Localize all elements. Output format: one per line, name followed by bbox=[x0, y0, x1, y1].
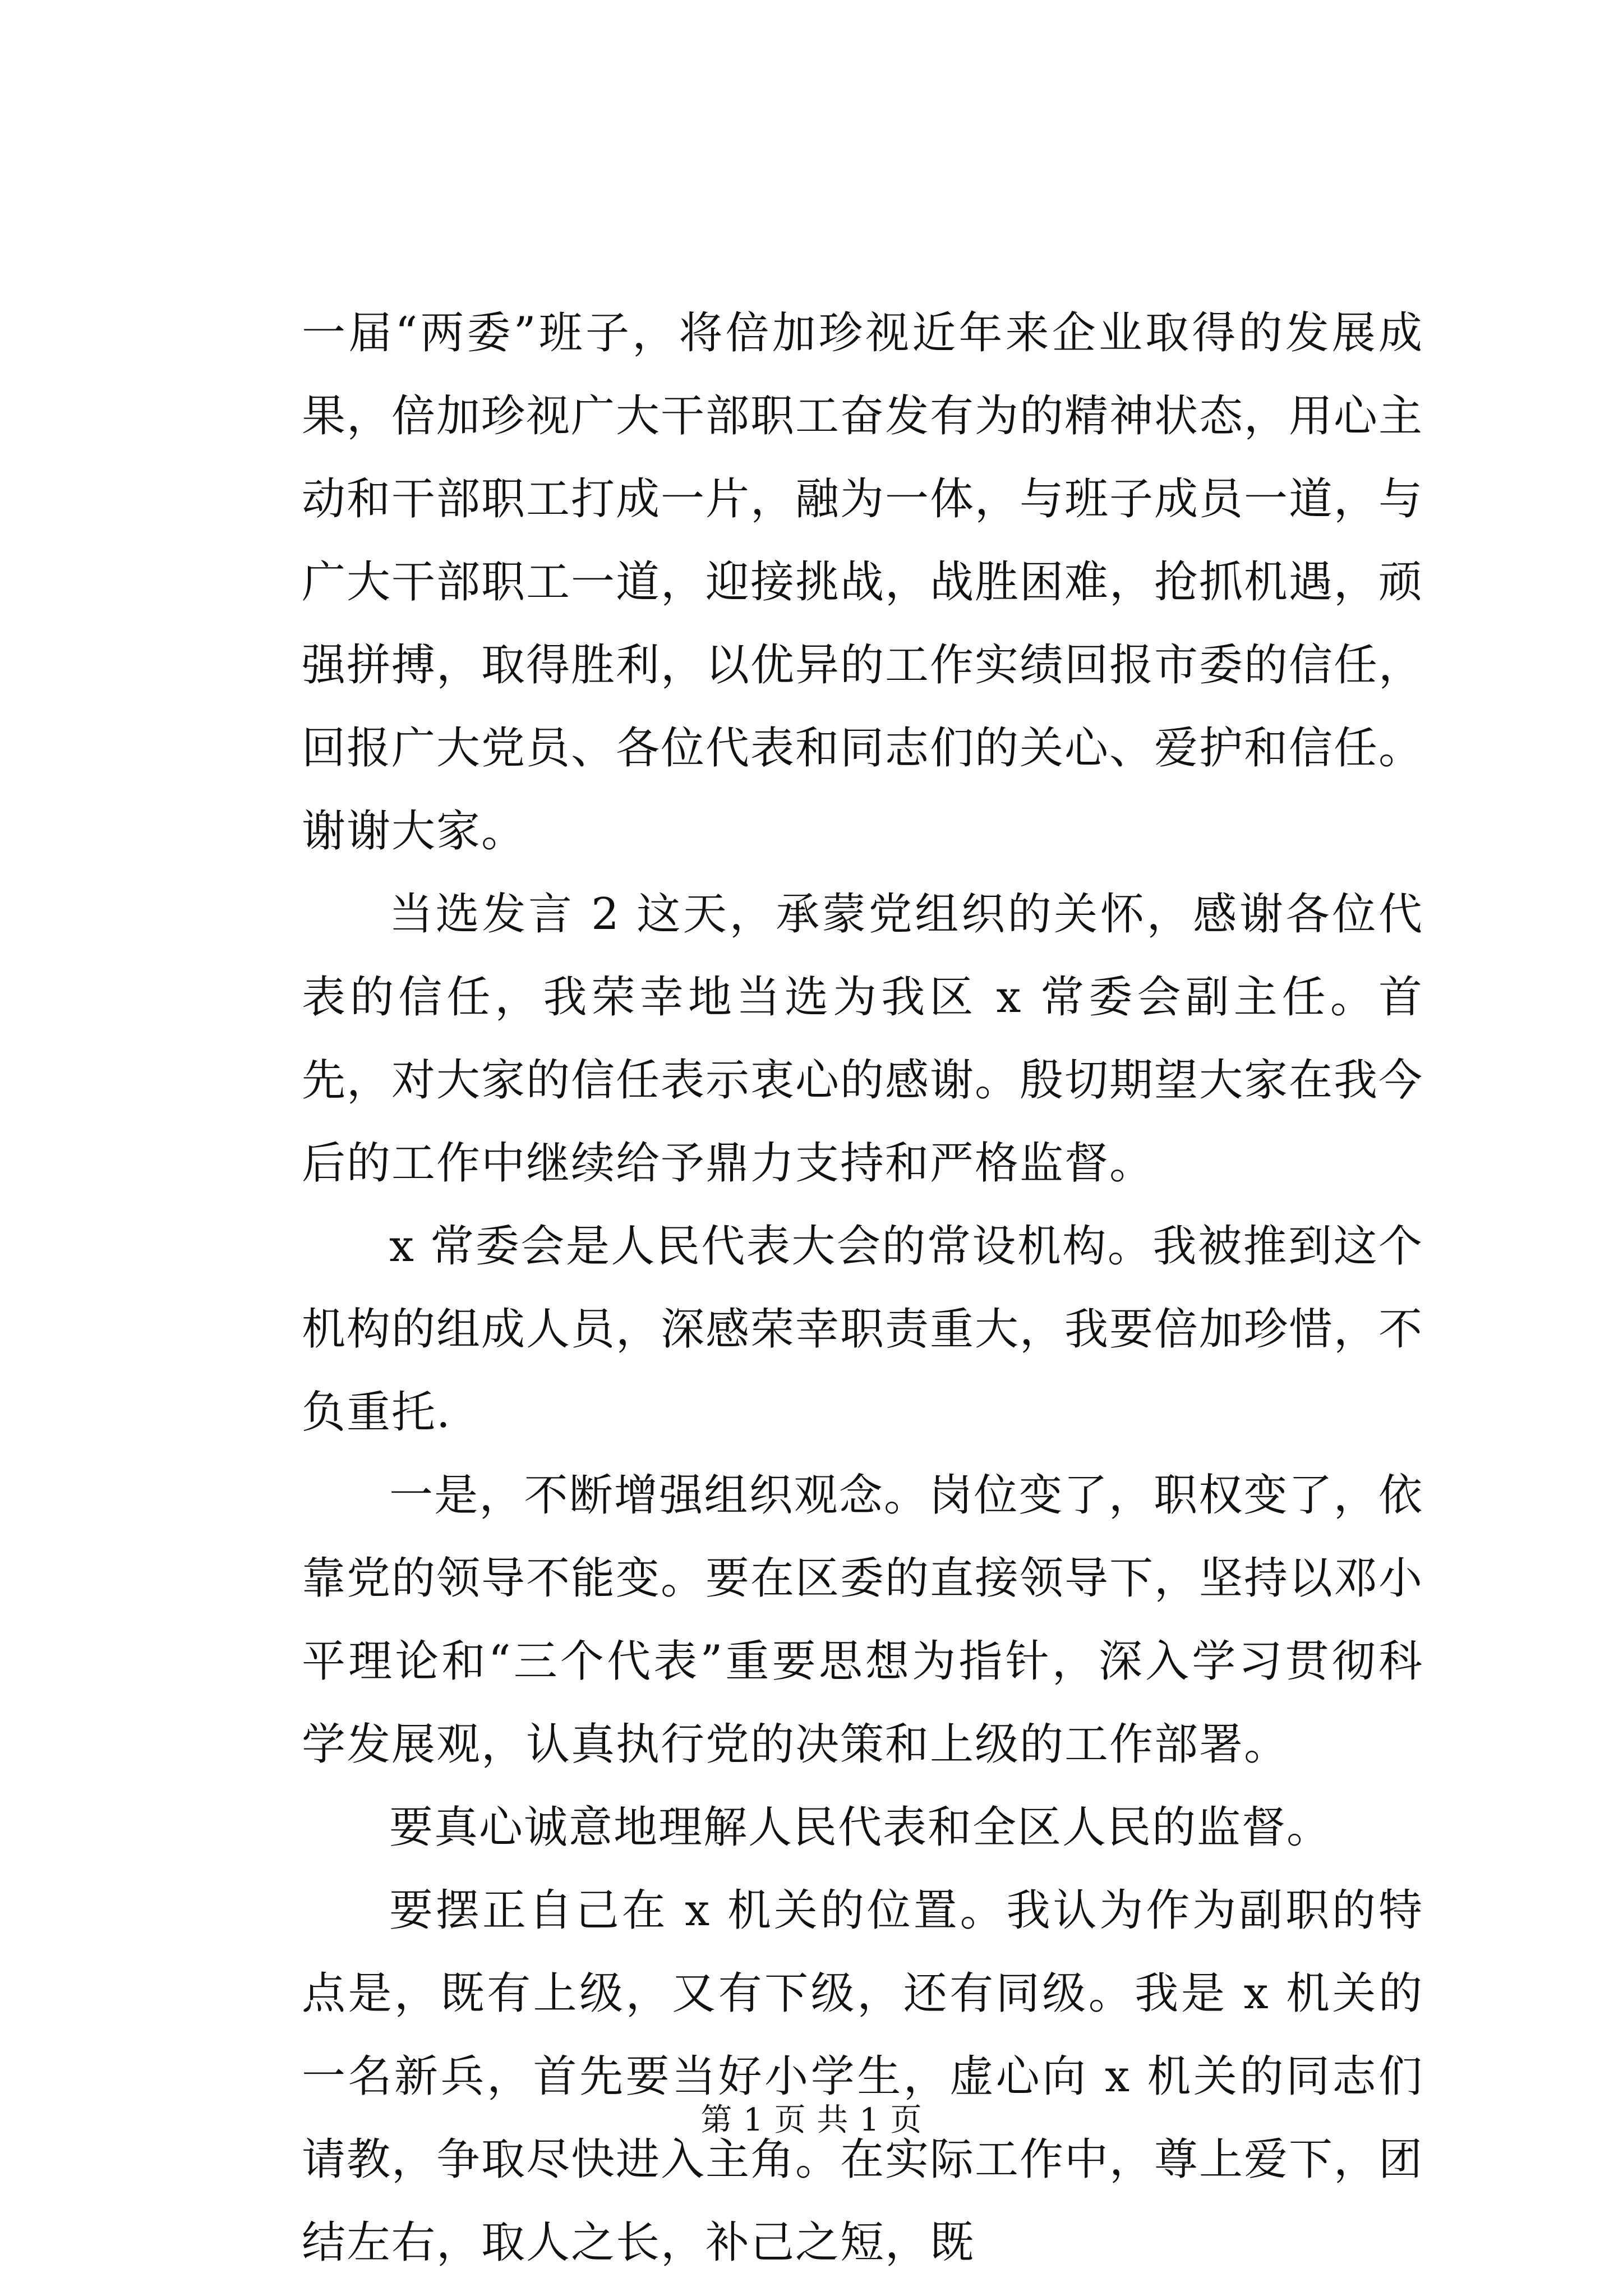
paragraph-1: 一届“两委”班子，将倍加珍视近年来企业取得的发展成果，倍加珍视广大干部职工奋发有为的精神状态，用心主动和干部职工打成一片，融为一体，与班子成员一道，与广大干部职工一道，迎接挑战，战胜困难，抢抓机遇，顽强拼搏，取得胜利，以优异的工作实绩回报市委的信任，回报广大党员、各位代表和同志们的关心、爱护和信任。谢谢大家。 bbox=[302, 308, 1424, 857]
document-body bbox=[302, 292, 1423, 2284]
paragraph-2: 当选发言 2 这天，承蒙党组织的关怀，感谢各位代表的信任，我荣幸地当选为我区 x 常委会副主任。首先，对大家的信任表示衷心的感谢。殷切期望大家在我今后的工作中继续给予鼎力支持和严格监督。 bbox=[302, 889, 1424, 1189]
page-footer: 第 1 页 共 1 页 bbox=[700, 2102, 923, 2138]
paragraph-5: 要真心诚意地理解人民代表和全区人民的监督。 bbox=[389, 1802, 1332, 1853]
paragraph-3: x 常委会是人民代表大会的常设机构。我被推到这个机构的组成人员，深感荣幸职责重大，我要倍加珍惜，不负重托. bbox=[302, 1221, 1424, 1438]
paragraph-6: 要摆正自己在 x 机关的位置。我认为作为副职的特点是，既有上级，又有下级，还有同级。我是 x 机关的一名新兵，首先要当好小学生，虚心向 x 机关的同志们请教，争取尽快进入主角。在实际工作中，尊上爱下，团结左右，取人之长，补己之短，既 bbox=[302, 1885, 1424, 2268]
paragraph-4: 一是，不断增强组织观念。岗位变了，职权变了，依靠党的领导不能变。要在区委的直接领导下，坚持以邓小平理论和“三个代表”重要思想为指针，深入学习贯彻科学发展观，认真执行党的决策和上级的工作部署。 bbox=[302, 1470, 1424, 1770]
